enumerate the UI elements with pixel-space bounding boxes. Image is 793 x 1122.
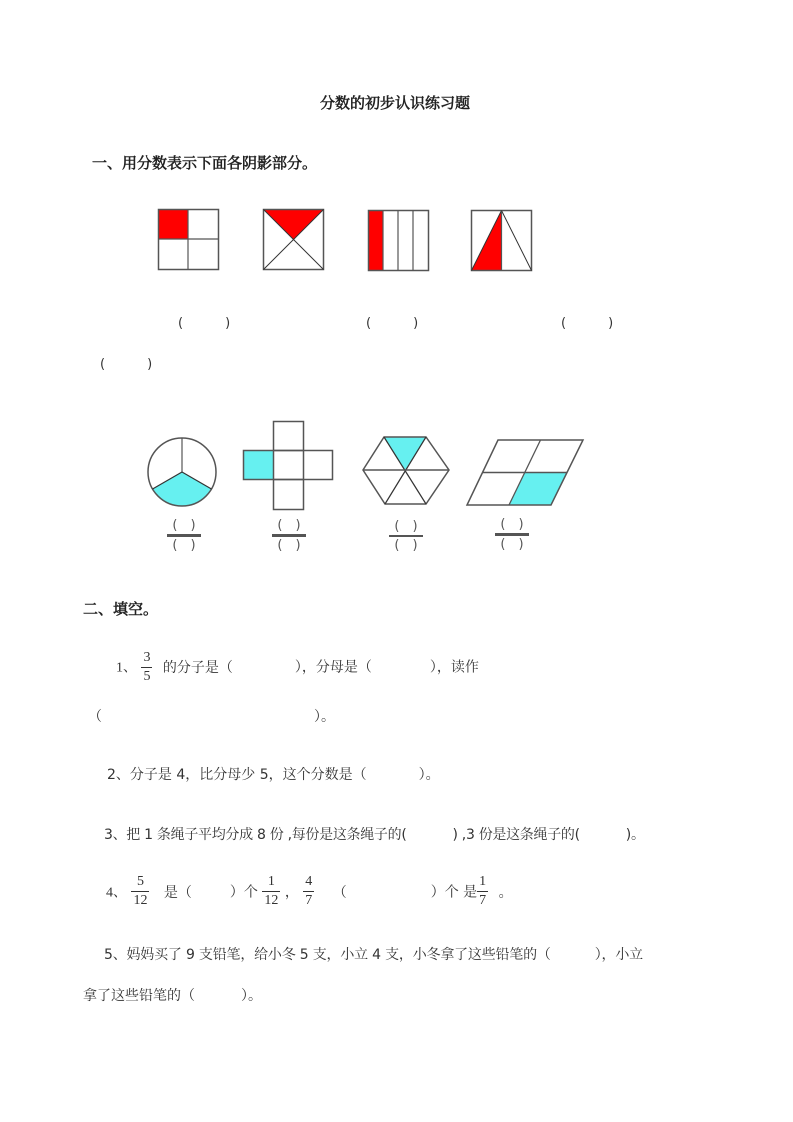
fraction-blank-num[interactable]: ( ) xyxy=(172,518,196,533)
question-number: 1、 xyxy=(116,660,137,676)
fraction-3-5: $\frac{3}{5}$ xyxy=(143,650,151,684)
fraction-blank-den[interactable]: ( ) xyxy=(500,537,524,552)
fraction-blank-1[interactable] xyxy=(167,519,201,552)
fraction-bar xyxy=(272,534,306,537)
fraction-5-12: $\frac{5}{12}$ xyxy=(133,874,148,908)
fraction-blank-4[interactable] xyxy=(495,518,529,551)
question-5-line2: 拿了这些铅笔的（ ）。 xyxy=(83,988,262,1004)
question-2: 2、分子是 4，比分母少 5，这个分数是（ ）。 xyxy=(107,767,440,783)
shape-parallelogram-quarter xyxy=(466,439,586,509)
shape-square-stripe-quarter xyxy=(368,210,430,272)
shape-square-triangle-split xyxy=(471,210,533,272)
question-1: 1、 $\frac{3}{5}$ 的分子是（ ），分母是（ ），读作 xyxy=(116,650,479,684)
answer-blank-4[interactable]: ( ) xyxy=(100,357,153,372)
fraction-4-7: $\frac{4}{7}$ xyxy=(305,874,313,908)
fraction-blank-2[interactable] xyxy=(272,519,306,552)
shape-square-quarter xyxy=(158,209,220,271)
fraction-bar xyxy=(495,533,529,536)
fraction-1-12: $\frac{1}{12}$ xyxy=(264,874,279,908)
answer-blank-3[interactable]: ( ) xyxy=(561,316,614,331)
fraction-blank-num[interactable]: ( ) xyxy=(500,517,524,532)
page-title: 分数的初步认识练习题 xyxy=(320,94,471,112)
question-4: 4、 $\frac{5}{12}$ 是（ ）个 $\frac{1}{12}$ ， $\frac{4}{7}$ （ ）个 是 $\frac{1}{7}$ 。 xyxy=(106,874,513,908)
shape-square-triangle-quarter xyxy=(263,209,325,271)
question-1-line2: （ ）。 xyxy=(88,709,335,725)
question-3: 3、把 1 条绳子平均分成 8 份 ,每份是这条绳子的( ) ,3 份是这条绳子的( )。 xyxy=(104,827,645,843)
section-1-heading: 一、用分数表示下面各阴影部分。 xyxy=(92,154,318,172)
fraction-blank-den[interactable]: ( ) xyxy=(394,538,418,553)
fraction-1-7: $\frac{1}{7}$ xyxy=(479,874,487,908)
fraction-bar xyxy=(389,535,423,537)
shape-cross-fifth xyxy=(243,421,335,513)
fraction-blank-num[interactable]: ( ) xyxy=(394,519,418,534)
fraction-blank-den[interactable]: ( ) xyxy=(277,538,301,553)
shape-hexagon-sixth xyxy=(362,436,452,508)
answer-blank-2[interactable]: ( ) xyxy=(366,316,419,331)
fraction-bar xyxy=(167,534,201,537)
fraction-blank-den[interactable]: ( ) xyxy=(172,538,196,553)
section-2-heading: 二、填空。 xyxy=(83,600,159,618)
answer-blank-1[interactable]: ( ) xyxy=(178,316,231,331)
question-5: 5、妈妈买了 9 支铅笔，给小冬 5 支，小立 4 支，小冬拿了这些铅笔的（ ），小立 xyxy=(104,947,643,963)
fraction-blank-num[interactable]: ( ) xyxy=(277,518,301,533)
fraction-blank-3[interactable] xyxy=(389,520,423,552)
shape-circle-third xyxy=(147,437,219,509)
